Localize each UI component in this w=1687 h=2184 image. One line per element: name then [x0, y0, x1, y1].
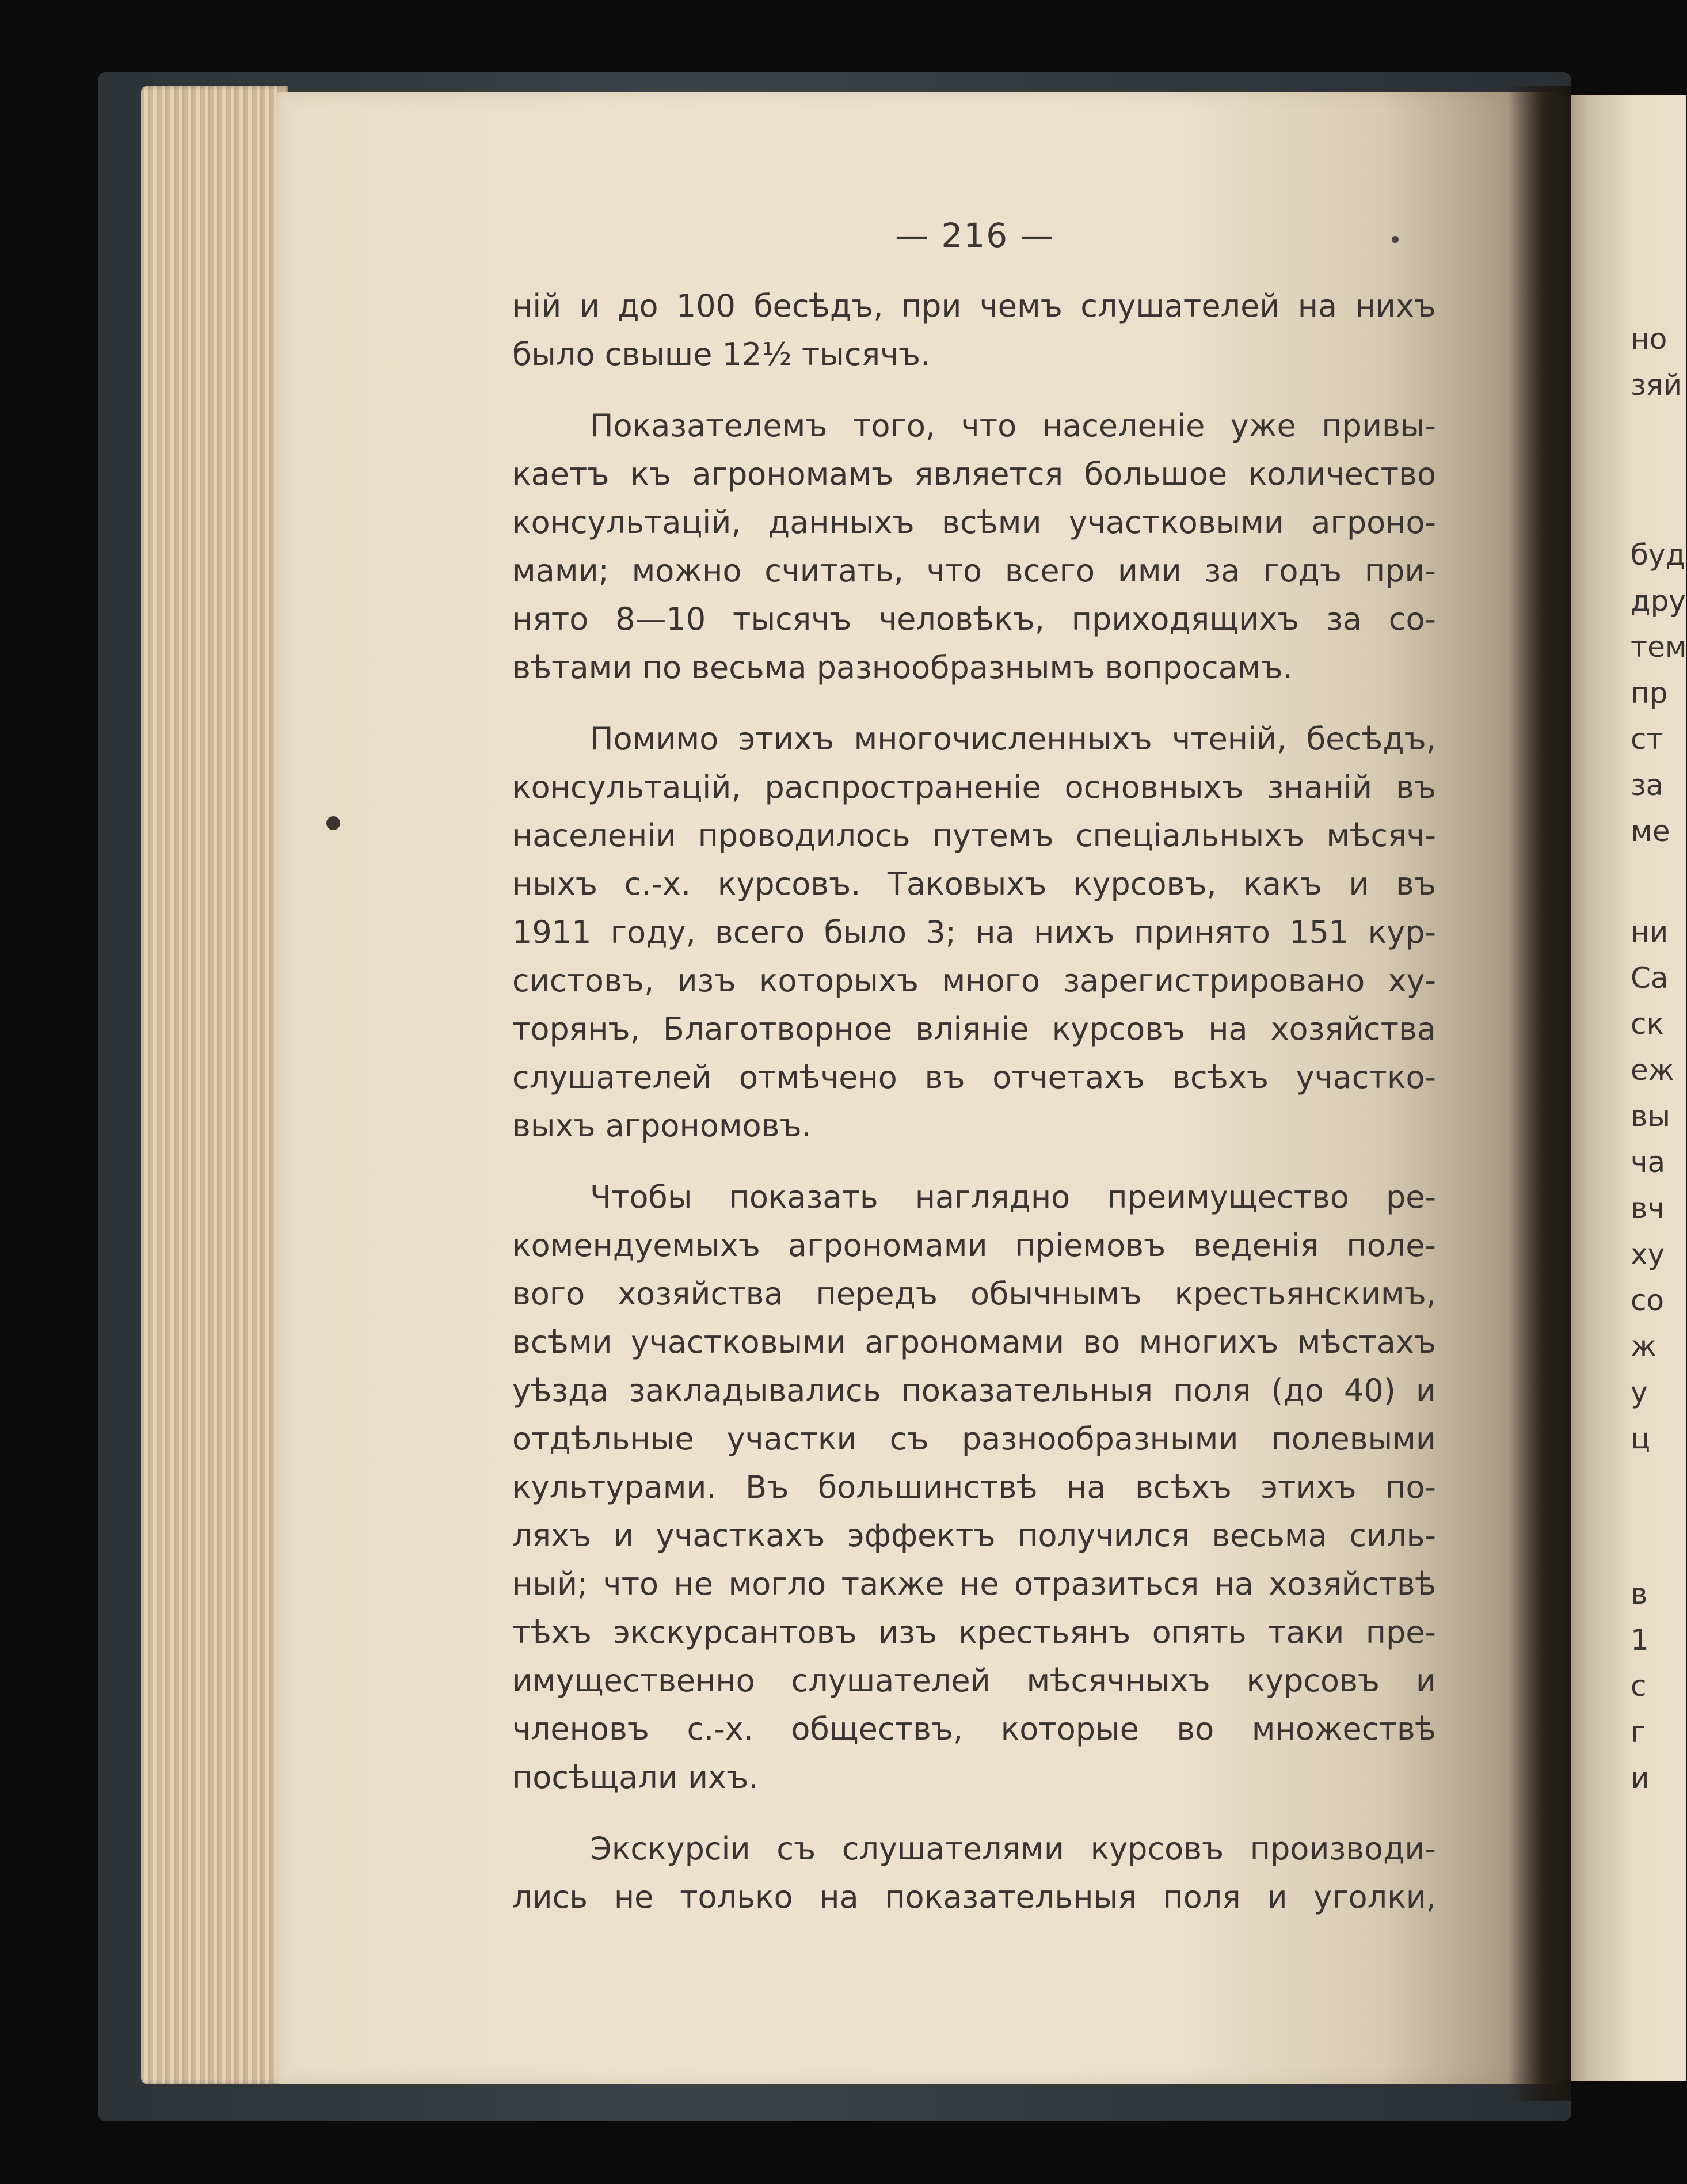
text-line: членовъ с.-х. обществъ, которые во множествѣ — [512, 1711, 1436, 1747]
text-line: ныхъ с.-х. курсовъ. Таковыхъ курсовъ, какъ и въ — [512, 866, 1436, 902]
text-line: культурами. Въ большинствѣ на всѣхъ этихъ по- — [512, 1469, 1436, 1505]
fragment: ц — [1631, 1422, 1651, 1455]
text-line: слушателей отмѣчено въ отчетахъ всѣхъ участко- — [512, 1059, 1436, 1095]
fragment: зяй — [1631, 368, 1682, 402]
text-line: ній и до 100 бесѣдъ, при чемъ слушателей на нихъ — [512, 288, 1436, 324]
text-line: уѣзда закладывались показательныя поля (до 40) и — [512, 1372, 1436, 1409]
page-number: — 216 — — [895, 216, 1055, 255]
text-line: нято 8—10 тысячъ человѣкъ, приходящихъ за со- — [512, 601, 1436, 637]
text-line: лись не только на показательныя поля и уголки, — [512, 1879, 1436, 1915]
fragment: г — [1631, 1715, 1646, 1749]
right-page-text-fragments — [1631, 0, 1687, 2184]
fragment: буд — [1631, 538, 1685, 572]
text-line: систовъ, изъ которыхъ много зарегистрировано ху- — [512, 962, 1436, 999]
text-line: населеніи проводилось путемъ спеціальныхъ мѣсяч- — [512, 817, 1436, 854]
fragment: ж — [1631, 1330, 1657, 1363]
fragment: еж — [1631, 1053, 1674, 1087]
fragment: со — [1631, 1284, 1665, 1317]
fragment: за — [1631, 768, 1664, 802]
fragment: ме — [1631, 815, 1670, 848]
text-line: имущественно слушателей мѣсячныхъ курсовъ и — [512, 1662, 1436, 1699]
text-line: всѣми участковыми агрономами во многихъ мѣстахъ — [512, 1324, 1436, 1360]
text-line: торянъ, Благотворное вліяніе курсовъ на хозяйства — [512, 1011, 1436, 1047]
fragment: 1 — [1631, 1623, 1649, 1657]
text-line: мами; можно считать, что всего ими за годъ при- — [512, 553, 1436, 589]
text-line: 1911 году, всего было 3; на нихъ принято 151 кур- — [512, 914, 1436, 950]
fragment: вч — [1631, 1192, 1665, 1225]
fragment: в — [1631, 1577, 1648, 1611]
text-line: выхъ агрономовъ. — [512, 1108, 812, 1144]
fragment: но — [1631, 322, 1667, 356]
text-line: консультацій, данныхъ всѣми участковыми агроно- — [512, 504, 1436, 541]
paragraph-1 — [512, 282, 1436, 379]
paragraph-4 — [512, 1173, 1436, 1802]
fragment: ни — [1631, 915, 1669, 949]
fragment: вы — [1631, 1099, 1670, 1133]
text-line: Помимо этихъ многочисленныхъ чтеній, бесѣдъ, — [590, 721, 1436, 757]
text-line: консультацій, распространеніе основныхъ знаній въ — [512, 769, 1436, 805]
text-line: вѣтами по весьма разнообразнымъ вопросамъ. — [512, 649, 1293, 686]
text-line: Экскурсіи съ слушателями курсовъ производи- — [590, 1831, 1436, 1867]
binding-hole-mark — [326, 816, 340, 830]
text-line: ляхъ и участкахъ эффектъ получился весьма силь- — [512, 1517, 1436, 1554]
fragment: и — [1631, 1761, 1650, 1795]
fragment: Са — [1631, 961, 1669, 995]
paragraph-5 — [512, 1825, 1436, 1922]
text-line: тѣхъ экскурсантовъ изъ крестьянъ опять таки пре- — [512, 1614, 1436, 1650]
paragraph-3 — [512, 715, 1436, 1150]
fragment: у — [1631, 1376, 1648, 1409]
text-line: вого хозяйства передъ обычнымъ крестьянскимъ, — [512, 1276, 1436, 1312]
fragment: ск — [1631, 1007, 1664, 1041]
fragment: тем — [1631, 630, 1687, 664]
text-line: Чтобы показать наглядно преимущество ре- — [590, 1179, 1436, 1215]
fragment: ча — [1631, 1146, 1666, 1179]
fragment: дру — [1631, 584, 1686, 618]
fragment: ху — [1631, 1238, 1665, 1271]
text-line: комендуемыхъ агрономами пріемовъ веденія поле- — [512, 1227, 1436, 1264]
text-line: отдѣльные участки съ разнообразными полевыми — [512, 1421, 1436, 1457]
text-line: было свыше 12½ тысячъ. — [512, 336, 931, 372]
text-line: Показателемъ того, что населеніе уже привы- — [590, 408, 1436, 444]
body-text — [512, 282, 1436, 1945]
fragment: с — [1631, 1669, 1647, 1703]
text-line: ный; что не могло также не отразиться на хозяйствѣ — [512, 1566, 1436, 1602]
ink-speck — [1392, 236, 1399, 243]
page-edges — [141, 86, 288, 2084]
book-gutter — [1508, 86, 1571, 2101]
fragment: пр — [1631, 676, 1668, 710]
text-line: посѣщали ихъ. — [512, 1759, 759, 1795]
paragraph-2 — [512, 402, 1436, 692]
fragment: ст — [1631, 722, 1663, 756]
text-line: каетъ къ агрономамъ является большое количество — [512, 456, 1436, 492]
